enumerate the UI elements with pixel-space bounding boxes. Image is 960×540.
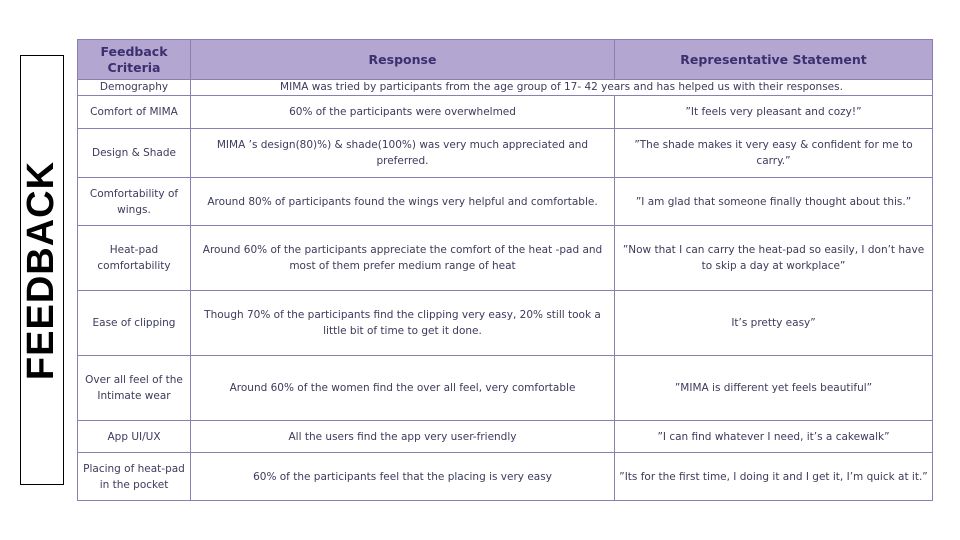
table-row <box>78 453 933 501</box>
header-statement: Representative Statement <box>615 40 933 80</box>
row-response: Around 60% of the participants appreciate the comfort of the heat -pad and most of them prefer medium range of heat <box>191 226 615 291</box>
row-statement: It’s pretty easy” <box>615 291 933 356</box>
row-criteria: Ease of clipping <box>78 291 191 356</box>
table-row <box>78 291 933 356</box>
demography-criteria: Demography <box>78 80 191 96</box>
row-statement: ”I can find whatever I need, it’s a cakewalk” <box>615 421 933 453</box>
row-response: Around 60% of the women find the over all feel, very comfortable <box>191 356 615 421</box>
feedback-table <box>77 39 933 501</box>
row-statement: ”MIMA is different yet feels beautiful” <box>615 356 933 421</box>
row-response: 60% of the participants feel that the placing is very easy <box>191 453 615 501</box>
row-statement: ”Now that I can carry the heat-pad so easily, I don’t have to skip a day at workplace” <box>615 226 933 291</box>
table-row <box>78 226 933 291</box>
side-title-box <box>20 55 64 485</box>
row-statement: ”I am glad that someone finally thought about this.” <box>615 178 933 226</box>
table-row <box>78 178 933 226</box>
row-statement: ”The shade makes it very easy & confident for me to carry.” <box>615 129 933 178</box>
table-row <box>78 96 933 129</box>
row-response: MIMA ’s design(80)%) & shade(100%) was very much appreciated and preferred. <box>191 129 615 178</box>
side-title: FEEDBACK <box>20 160 63 380</box>
header-response: Response <box>191 40 615 80</box>
row-criteria: Comfortability of wings. <box>78 178 191 226</box>
row-criteria: Placing of heat-pad in the pocket <box>78 453 191 501</box>
row-statement: ”It feels very pleasant and cozy!” <box>615 96 933 129</box>
row-response: Though 70% of the participants find the clipping very easy, 20% still took a little bit of time to get it done. <box>191 291 615 356</box>
header-criteria: Feedback Criteria <box>78 40 191 80</box>
row-response: 60% of the participants were overwhelmed <box>191 96 615 129</box>
row-criteria: Over all feel of the Intimate wear <box>78 356 191 421</box>
row-statement: ”Its for the first time, I doing it and I get it, I’m quick at it.” <box>615 453 933 501</box>
row-response: All the users find the app very user-friendly <box>191 421 615 453</box>
row-response: Around 80% of participants found the wings very helpful and comfortable. <box>191 178 615 226</box>
row-criteria: App UI/UX <box>78 421 191 453</box>
table-row <box>78 356 933 421</box>
row-criteria: Comfort of MIMA <box>78 96 191 129</box>
table-row <box>78 129 933 178</box>
header-row <box>78 40 933 80</box>
row-criteria: Design & Shade <box>78 129 191 178</box>
row-criteria: Heat-pad comfortability <box>78 226 191 291</box>
table-row <box>78 421 933 453</box>
demography-response: MIMA was tried by participants from the age group of 17- 42 years and has helped us with their responses. <box>191 80 933 96</box>
table-row-demography <box>78 80 933 96</box>
